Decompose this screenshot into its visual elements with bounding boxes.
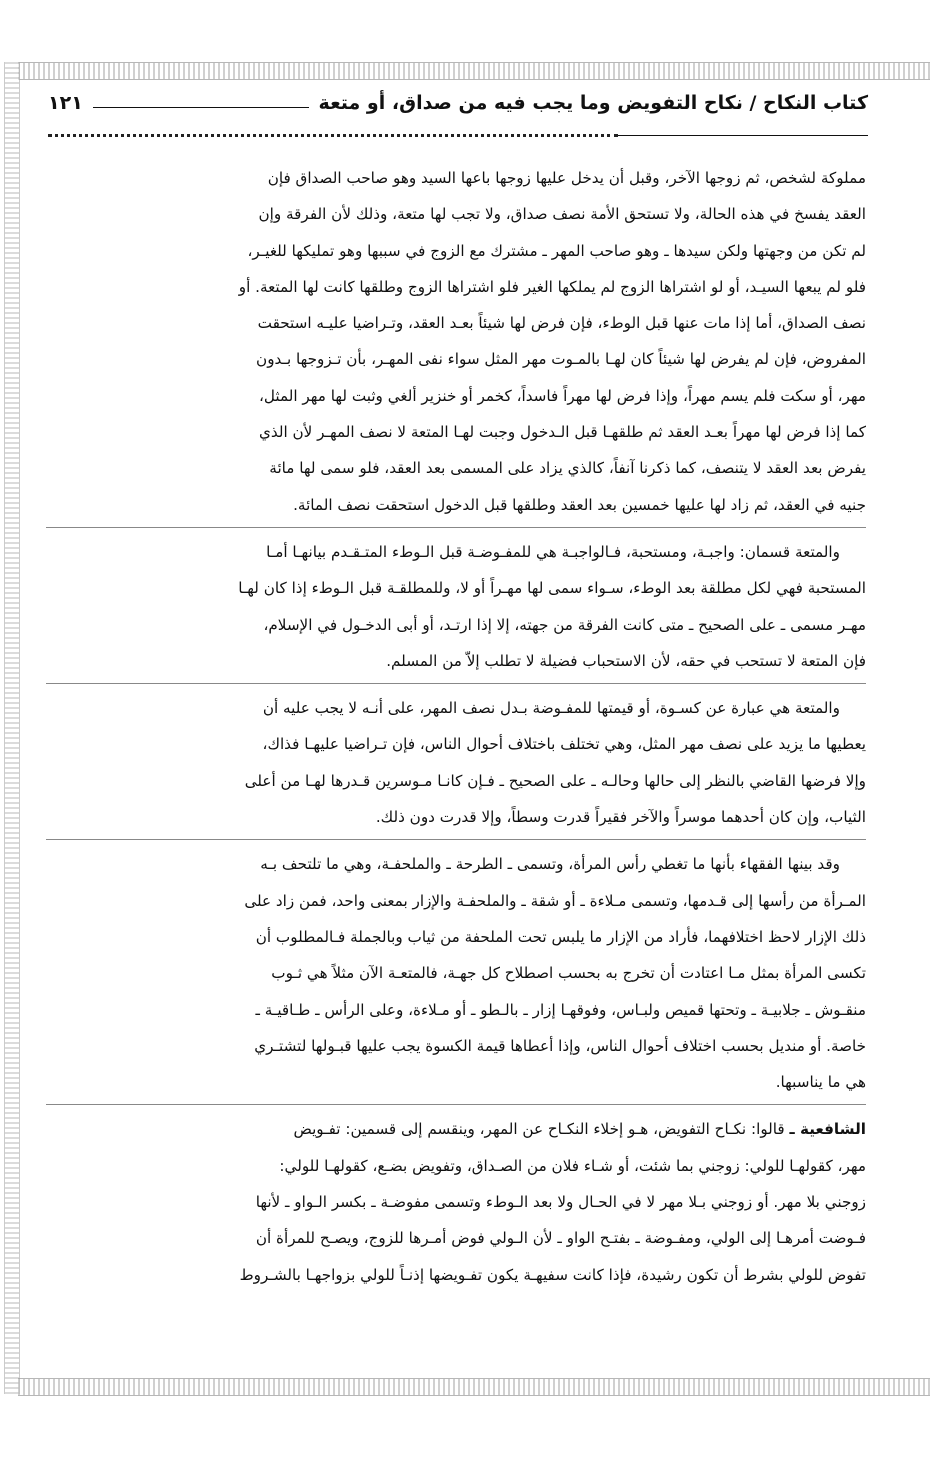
divider-solid [618,135,868,136]
text-line: المفروض، فإن لم يفرض لها شيئاً كان لهـا بالمـوت مهر المثل سواء نفى المهـر، بأن تـزوجها بـدون [256,350,866,369]
decorative-border-top [18,62,930,80]
divider-dotted [48,134,618,137]
paragraph-separator [46,527,866,528]
text-line-rest: قالوا: نكـاح التفويض، هـو إخلاء النكـاح عن المهر، وينقسم إلى قسمين: تفـويض [293,1120,790,1139]
text-line: وقد بينها الفقهاء بأنها ما تغطي رأس المرأة، وتسمى ـ الطرحة ـ والملحفـة، وهي ما تلتحف بـه [260,855,840,874]
decorative-border-left [4,62,20,1394]
text-line: مهر، أو سكت فلم يسم مهراً، وإذا فرض لها مهراً فاسداً، كخمر أو خنزير ألغي وثبت لها مهر المثل، [258,386,866,405]
text-line: كما إذا فرض لها مهراً بعـد العقد ثم طلقهـا قبل الـدخول وجبت لهـا المتعة لا نصف المهـر لأن الذي [259,423,866,442]
paragraph [46,160,866,523]
page-number: ١٢١ [48,92,83,114]
paragraph-separator [46,1104,866,1105]
paragraph-separator [46,839,866,840]
text-line: فـوضت أمرهـا إلى الولي، ومفـوضة ـ بفتـح الواو ـ لأن الـولي فوض أمـرها للزوج، ويصـح للمرأة أن [255,1229,866,1248]
text-line [46,1111,866,1147]
text-line: منقـوش ـ جلابيـة ـ وتحتها قميص ولبـاس، وفوقهـا إزار ـ بالـطو ـ أو مـلاءة، وعلى الرأس ـ طـاقيـة ـ [255,1000,866,1019]
header-divider [48,128,868,142]
paragraph [46,1111,866,1292]
text-line: لم تكن من وجهتها ولكن سيدها ـ وهو صاحب المهر ـ مشترك مع الزوج في سببها وهو تمليكها للغيـر، [247,241,866,260]
text-line: تفوض للولي بشرط أن تكون رشيدة، فإذا كانت سفيهـة يكون تفـويضها إذنـاً للولي بزواجهـا بالشـروط [239,1265,866,1284]
paragraph [46,846,866,1100]
header-rule [93,107,309,108]
text-line: هي ما يناسبها. [775,1073,866,1092]
page-header [48,86,868,120]
text-line: يفرض بعد العقد لا يتنصف، كما ذكرنا آنفاً، كالذي يزاد على المسمى بعد العقد، فلو سمى لها مائة [269,459,866,478]
text-line: ذلك الإزار لاحظ اختلافهما، فأراد من الإزار ما يلبس تحت الملحفة من ثياب وبالجملة فـالمطلوب أن [255,927,866,946]
text-line: تكسى المرأة بمثل مـا اعتادت أن تخرج به بحسب اصطلاح كل جهـة، فالمتعـة الآن مثلاً هي ثـوب [271,964,866,983]
text-line: والمتعة قسمان: واجبـة، ومستحبة، فـالواجبـة هي للمفـوضـة قبل الـوطء المتـقـدم بيانهـا أمـا [266,542,840,561]
text-line: وإلا فرضها القاضي بالنظر إلى حالها وحالـه ـ على الصحيح ـ فـإن كانـا مـوسرين قـدرها لهـا من أعلى [244,771,866,790]
text-line: فإن المتعة لا تستحب في حقه، لأن الاستحباب فضيلة لا تطلب إلاّ من المسلم. [386,651,866,670]
text-line: زوجني بلا مهر. أو زوجني بـلا مهر لا في الحـال ولا بعد الـوطء وتسمى مفوضـة ـ بكسر الـواو ـ لأنها [255,1193,866,1212]
text-line: خاصة. أو منديل بحسب اختلاف أحوال الناس، وإذا أعطاها قيمة الكسوة يجب عليها قبـولها لتشتـري [254,1036,866,1055]
paragraph [46,534,866,679]
text-line: نصف الصداق، أما إذا مات عنها قبل الوطء، فإن فرض لها شيئاً بعـد العقد، وتـراضيا عليـه استحقت [257,314,866,333]
text-line: العقد يفسخ في هذه الحالة، ولا تستحق الأمة نصف صداق، ولا تجب لها متعة، وذلك لأن الفرقة وإن [258,205,866,224]
paragraph-separator [46,683,866,684]
paragraph [46,690,866,835]
text-line: مهر، كقولهـا للولي: زوجني بما شئت، أو شـاء فلان من الصـداق، وتفويض بضـع، كقولهـا للولي: [279,1156,866,1175]
text-line: والمتعة هي عبارة عن كسـوة، أو قيمتها للمفـوضة بـدل نصف المهر، على أنـه لا يجب عليه أن [262,699,840,718]
text-line: مهـر مسمى ـ على الصحيح ـ متى كانت الفرقة من جهته، إلا إذا ارتـد، أو أبى الدخـول في الإسلام، [263,615,866,634]
text-line: الثياب، وإن كان أحدهما موسراً والآخر فقيراً قدرت وسطاً، وإلا قدرت دون ذلك. [375,808,866,827]
body-text [46,160,866,1293]
decorative-border-bottom [18,1378,930,1396]
text-line: يعطيها ما يزيد على نصف مهر المثل، وهي تختلف باختلاف أحوال الناس، فإن تـراضيا عليهـا فذاك، [262,735,866,754]
text-line: مملوكة لشخص، ثم زوجها الآخر، وقبل أن يدخل عليها زوجها باعها السيد وهو صاحب الصداق فإن [267,169,866,187]
school-heading: الشافعية ـ [789,1120,866,1139]
text-line: فلو لم يبعها السيـد، أو لو اشتراها الزوج لم يملكها الغير فلو اشتراها الزوج وطلقها كانت لها المتعة. أو [238,277,866,296]
text-line: جنيه في العقد، ثم زاد لها عليها خمسين بعد العقد وطلقها قبل الدخول استحقت نصف المائة. [293,495,866,514]
text-line: المـرأة من رأسها إلى قـدمها، وتسمى مـلاءة ـ أو شقة ـ والملحفـة والإزار بمعنى واحد، فمن زاد على [244,891,866,910]
text-line: المستحبة فهي لكل مطلقة بعد الوطء، سـواء سمى لها مهـراً أو لا، وللمطلقـة قبل الـوطء إذا كان لهـا [238,579,866,598]
running-title: كتاب النكاح / نكاح التفويض وما يجب فيه من صداق، أو متعة [318,92,868,114]
